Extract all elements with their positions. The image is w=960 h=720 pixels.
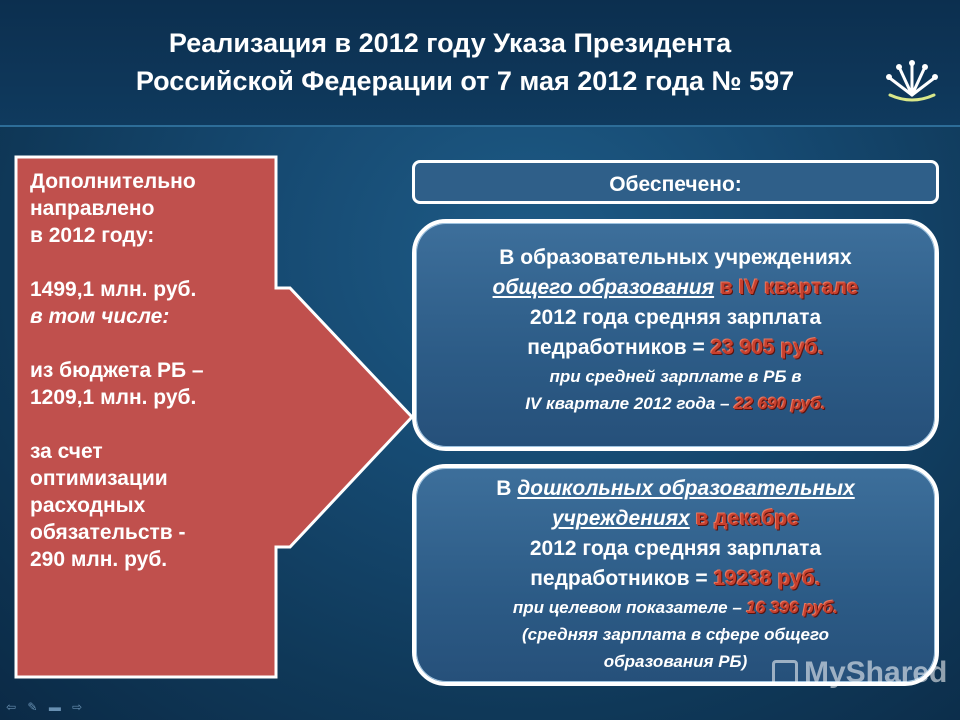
box2-line-7: образования РБ) — [603, 652, 748, 671]
watermark-text: MyShared — [804, 656, 948, 689]
left-arrow-text — [30, 168, 275, 573]
box1-line-4 — [416, 333, 935, 363]
box1-general-education: общего образования — [492, 276, 715, 299]
box2-institutions: учреждениях — [551, 507, 690, 530]
box1-line-1: В образовательных учреждениях — [499, 246, 852, 269]
left-line-2: направлено — [30, 197, 155, 220]
box2-line-6: (средняя зарплата в сфере общего — [521, 625, 830, 644]
watermark — [772, 656, 947, 690]
box2-line-3: 2012 года средняя зарплата — [529, 537, 822, 560]
left-amount: 1499,1 млн. руб. — [30, 278, 197, 301]
general-education-salary-box — [412, 219, 939, 451]
preschool-salary-box — [412, 464, 939, 686]
nav-pen-icon[interactable]: ✎ — [27, 700, 38, 714]
box1-line-6 — [416, 390, 935, 417]
box1-teachers-label: педработников = — [527, 336, 705, 359]
nav-back-icon[interactable]: ⇦ — [6, 700, 17, 714]
box1-quarter-highlight: в IV квартале — [719, 276, 859, 299]
box2-teachers-label: педработников = — [530, 567, 708, 590]
slide-navigation-bar[interactable] — [6, 700, 90, 714]
left-line-3: в 2012 году: — [30, 224, 155, 247]
left-budget-1: из бюджета РБ – — [30, 359, 204, 382]
bashkortostan-kurai-logo-icon — [882, 55, 942, 107]
left-opt-3: расходных — [30, 494, 146, 517]
title-line-2: Российской Федерации от 7 мая 2012 года № 597 — [135, 66, 795, 96]
box2-december-highlight: в декабре — [695, 507, 800, 530]
box1-line-5: при средней зарплате в РБ в — [549, 367, 802, 386]
nav-forward-icon[interactable]: ⇨ — [72, 700, 83, 714]
watermark-icon — [772, 660, 798, 686]
left-opt-2: оптимизации — [30, 467, 168, 490]
nav-slides-icon[interactable]: ▬ — [48, 700, 61, 714]
box1-salary-value: 23 905 руб. — [710, 336, 824, 359]
box2-line-2 — [416, 504, 935, 534]
box1-line-3: 2012 года средняя зарплата — [529, 306, 822, 329]
left-opt-5: 290 млн. руб. — [30, 548, 168, 571]
box2-line-5 — [416, 594, 935, 621]
box2-line-1 — [416, 474, 935, 504]
box1-region-label: IV квартале 2012 года – — [525, 394, 730, 413]
box2-line-4 — [416, 564, 935, 594]
box1-line-2 — [416, 273, 935, 303]
left-opt-4: обязательств - — [30, 521, 186, 544]
box2-prefix: В — [496, 477, 512, 500]
slide-title — [0, 24, 960, 100]
ensured-label-box: Обеспечено: — [412, 160, 939, 204]
left-line-1: Дополнительно — [30, 170, 196, 193]
box2-preschool: дошкольных образовательных — [517, 477, 855, 500]
box2-target-value: 16 396 руб. — [746, 598, 839, 617]
box2-salary-value: 19238 руб. — [713, 567, 821, 590]
left-budget-2: 1209,1 млн. руб. — [30, 386, 197, 409]
box1-region-salary: 22 690 руб. — [734, 394, 826, 413]
left-opt-1: за счет — [30, 440, 103, 463]
box2-target-label: при целевом показателе – — [512, 598, 742, 617]
title-line-1: Реализация в 2012 году Указа Президента — [168, 28, 732, 58]
left-including: в том числе: — [30, 305, 170, 328]
